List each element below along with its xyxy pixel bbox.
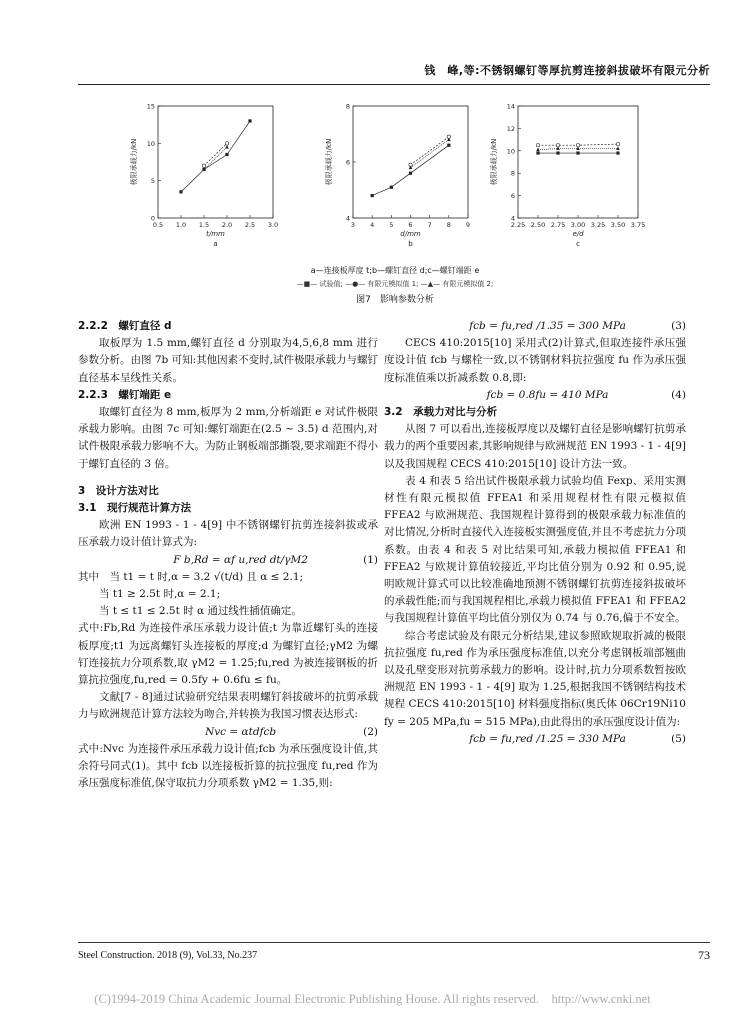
data-point xyxy=(225,145,229,149)
heading-2-2-2: 2.2.2 螺钉直径 d xyxy=(78,320,172,332)
paragraph: 表 4 和表 5 给出试件极限承载力试验均值 Fexp、采用实测材性有限元模拟值 FFEA1 和采用规程材性有限元模拟值 FFEA2 与欧洲规范、我国规程计算得到的极限承载力标准值的对比情况,分析时直接代入连接板实测强度值,并且不考虑抗力分项系数。由表 4 和表 5 对比结果可知,承载力模拟值 FFEA1 和 FFEA2 与欧规计算值较接近,平均比值分别为 0.92 和 0.95,说明欧规计算式可以比较准确地预测不锈钢螺钉抗剪连接斜拔破坏的承载性能;而与我国规程相比,承载力模拟值 FFEA1 和 FFEA2 与我国规程计算值平均比值分别仅为 0.74 与 0.76,偏于不安全。 xyxy=(384,474,686,625)
y-tick-label: 14 xyxy=(506,102,515,111)
equation-3 xyxy=(384,318,686,335)
equation-body: fcb = fu,red /1.35 = 300 MPa xyxy=(469,320,626,332)
legend-swatch-test: —■— xyxy=(296,280,318,288)
x-tick-label: 2.5 xyxy=(244,221,256,229)
x-axis-label: d/mm xyxy=(400,230,421,238)
y-tick-label: 6 xyxy=(345,158,350,167)
x-tick-label: 2.25 xyxy=(510,221,526,229)
data-point xyxy=(616,151,619,154)
x-tick-label: 6 xyxy=(408,221,413,229)
x-tick-label: 2.50 xyxy=(530,221,546,229)
x-tick-label: 1.5 xyxy=(198,221,210,229)
data-point xyxy=(202,164,205,167)
chart-b xyxy=(313,98,483,248)
paragraph: CECS 410:2015[10] 采用式(2)计算式,但取连接件承压强度设计值 fcb 与螺栓一致,以不锈钢材料抗拉强度 fu 作为承压强度标准值乘以折减系数 0.8,即: xyxy=(384,337,686,384)
data-point xyxy=(536,148,540,152)
x-tick-label: 3.75 xyxy=(630,221,646,229)
x-tick-label: 3.0 xyxy=(267,221,279,229)
paragraph: 取螺钉直径为 8 mm,板厚为 2 mm,分析端距 e 对试件极限承载力影响。由图 7c 可知:螺钉端距在(2.5 ~ 3.5) d 范围内,对试件极限承载力影响不大。为防止钢板端部撕裂,要求端距不得小于螺钉直径的 3 倍。 xyxy=(78,406,378,470)
legend-fea2: 有限元模拟值 2; xyxy=(442,280,494,288)
y-axis-label: 极限承载力/kN xyxy=(490,138,498,186)
legend-test: 试验值; xyxy=(319,280,343,288)
copyright-watermark: (C)1994-2019 China Academic Journal Electronic Publishing House. All rights reserved. http://www.cnki.net xyxy=(94,992,651,1006)
paragraph: 欧洲 EN 1993 - 1 - 4[9] 中不锈钢螺钉抗剪连接斜拔或承压承载力设计值计算式为: xyxy=(78,519,378,549)
panel-c xyxy=(478,98,653,248)
y-tick-label: 6 xyxy=(510,192,515,201)
x-tick-label: 0.5 xyxy=(152,221,164,229)
panel-a xyxy=(118,98,288,248)
series-line xyxy=(411,140,449,168)
condition-line: 当 t1 ≥ 2.5t 时,α = 2.1; xyxy=(99,588,221,601)
legend-fea1: 有限元模拟值 1; xyxy=(367,280,419,288)
heading-3-2: 3.2 承载力对比与分析 xyxy=(384,406,498,419)
chart-a xyxy=(118,98,288,248)
x-tick-label: 3.00 xyxy=(570,221,586,229)
x-tick-label: 5 xyxy=(389,221,394,229)
x-tick-label: 3 xyxy=(350,221,356,229)
equation-5 xyxy=(384,731,686,748)
y-tick-label: 4 xyxy=(345,214,350,223)
paragraph: 式中:Nvc 为连接件承压承载力设计值;fcb 为承压强度设计值,其余符号同式(1)。其中 fcb 以连接板折算的抗拉强度 fu,red 作为承压强度标准值,保守取抗力分项系数 γM2 = 1.35,则: xyxy=(78,742,378,790)
paragraph: 从图 7 可以看出,连接板厚度以及螺钉直径是影响螺钉抗剪承载力的两个重要因素,其影响规律与欧洲规范 EN 1993 - 1 - 4[9] 以及我国规程 CECS 410:2015[10] 设计方法一致。 xyxy=(384,423,686,470)
x-tick-label: 3.25 xyxy=(590,221,606,229)
running-header: 钱 峰,等:不锈钢螺钉等厚抗剪连接斜拔破坏有限元分析 xyxy=(424,64,710,77)
series-line xyxy=(411,137,449,165)
data-point xyxy=(409,172,412,175)
paragraph: 综合考虑试验及有限元分析结果,建议参照欧规取折减的极限抗拉强度 fu,red 作为承压强度标准值,以充分考虑钢板端部翘曲以及孔壁变形对抗剪承载力的影响。设计时,抗力分项系数暂按欧洲规范 EN 1993 - 1 - 4[9] 取为 1.25,根据我国不锈钢结构技术规程 CECS 410:2015[10] 材料强度指标(奥氏体 06Cr19Ni10 fy = 205 MPa,fu = 515 MPa),由此得出的承压强度设计值为: xyxy=(384,629,686,728)
data-point xyxy=(225,142,228,145)
paragraph: 取板厚为 1.5 mm,螺钉直径 d 分别取为4,5,6,8 mm 进行参数分析。由图 7b 可知:其他因素不变时,试件极限承载力与螺钉直径基本呈线性关系。 xyxy=(78,337,378,384)
panel-label: a xyxy=(213,240,218,248)
equation-body: fcb = fu,red /1.25 = 330 MPa xyxy=(469,732,626,745)
data-point xyxy=(390,186,393,189)
data-point xyxy=(576,151,579,154)
equation-number: (4) xyxy=(671,388,686,401)
condition-line: 当 t ≤ t1 ≤ 2.5t 时 α 通过线性插值确定。 xyxy=(99,605,302,618)
plot-frame xyxy=(518,106,638,218)
data-point xyxy=(536,144,539,147)
y-tick-label: 0 xyxy=(150,214,155,223)
left-column xyxy=(78,318,378,792)
panel-label: c xyxy=(576,240,580,248)
panel-label: b xyxy=(408,240,413,248)
x-tick-label: 4 xyxy=(370,221,375,229)
heading-2-2-3: 2.2.3 螺钉端距 e xyxy=(78,388,172,401)
data-point xyxy=(225,153,228,156)
equation-number: (1) xyxy=(363,553,378,566)
footer-rule xyxy=(78,942,710,943)
data-point xyxy=(536,151,539,154)
x-axis-label: e/d xyxy=(572,230,584,238)
equation-body: fcb = 0.8fu = 410 MPa xyxy=(486,388,609,401)
panel-b xyxy=(313,98,483,248)
page-number: 73 xyxy=(698,948,710,962)
y-tick-label: 10 xyxy=(146,139,155,148)
equation-1 xyxy=(78,552,378,569)
y-tick-label: 10 xyxy=(506,147,515,156)
data-point xyxy=(447,144,450,147)
y-axis-label: 极限承载力/kN xyxy=(130,138,138,186)
paragraph: 文献[7 - 8]通过试验研究结果表明螺钉斜拔破坏的抗剪承载力与欧洲规范计算方法较为吻合,并转换为我国习惯表达形式: xyxy=(78,691,378,721)
y-tick-label: 5 xyxy=(150,177,155,186)
condition-line: 其中 当 t1 = t 时,α = 3.2 √(t/d) 且 α ≤ 2.1; xyxy=(78,570,304,583)
y-tick-label: 8 xyxy=(510,169,515,178)
equation-number: (3) xyxy=(671,320,686,332)
data-point xyxy=(616,142,619,145)
equation-body: Nvc = αtdfcb xyxy=(205,725,277,738)
x-axis-label: t/mm xyxy=(206,230,225,238)
x-tick-label: 2.0 xyxy=(221,221,233,229)
data-point xyxy=(576,144,579,147)
chart-c xyxy=(478,98,653,248)
y-tick-label: 4 xyxy=(510,214,515,223)
x-tick-label: 7 xyxy=(427,221,432,229)
series-line xyxy=(181,121,250,192)
y-tick-label: 15 xyxy=(146,102,155,111)
y-tick-label: 12 xyxy=(506,124,515,133)
equation-2 xyxy=(78,724,378,741)
right-column xyxy=(384,318,686,748)
x-tick-label: 8 xyxy=(446,221,451,229)
data-point xyxy=(556,151,559,154)
equation-number: (5) xyxy=(671,732,686,745)
y-tick-label: 8 xyxy=(345,102,350,111)
series-line xyxy=(204,147,227,169)
x-tick-label: 3.50 xyxy=(610,221,626,229)
y-axis-label: 极限承载力/kN xyxy=(325,138,333,186)
data-point xyxy=(371,194,374,197)
figure-legend: a—连接板厚度 t;b—螺钉直径 d;c—螺钉端距 e xyxy=(310,266,480,275)
header-rule xyxy=(78,84,710,85)
legend-swatch-fea2: —▲— xyxy=(420,280,441,288)
x-tick-label: 1.0 xyxy=(175,221,187,229)
equation-4 xyxy=(384,387,686,404)
data-point xyxy=(248,119,251,122)
heading-3: 3 设计方法对比 xyxy=(78,484,159,497)
heading-3-1: 3.1 现行规范计算方法 xyxy=(78,502,192,515)
data-point xyxy=(556,144,559,147)
legend-swatch-fea1: —●— xyxy=(345,280,366,288)
plot-frame xyxy=(353,106,468,218)
series-line xyxy=(372,145,449,195)
figure-caption: 图7 影响参数分析 xyxy=(356,295,434,305)
data-point xyxy=(179,190,182,193)
equation-number: (2) xyxy=(363,725,378,738)
journal-info: Steel Construction. 2018 (9), Vol.33, No.237 xyxy=(78,950,258,961)
x-tick-label: 9 xyxy=(465,221,471,229)
series-legend xyxy=(230,279,560,289)
paragraph: 式中:Fb,Rd 为连接件承压承载力设计值;t 为靠近螺钉头的连接板厚度;t1 为远离螺钉头连接板的厚度;d 为螺钉直径;γM2 为螺钉连接抗力分项系数,取 γM2 = 1.25;fu,red 为被连接钢板的折算抗拉强度,fu,red = 0.5fy + 0.6fu ≤ fu。 xyxy=(78,622,378,687)
equation-body: F b,Rd = αf u,red dt/γM2 xyxy=(173,553,308,566)
x-tick-label: 2.75 xyxy=(550,221,566,229)
